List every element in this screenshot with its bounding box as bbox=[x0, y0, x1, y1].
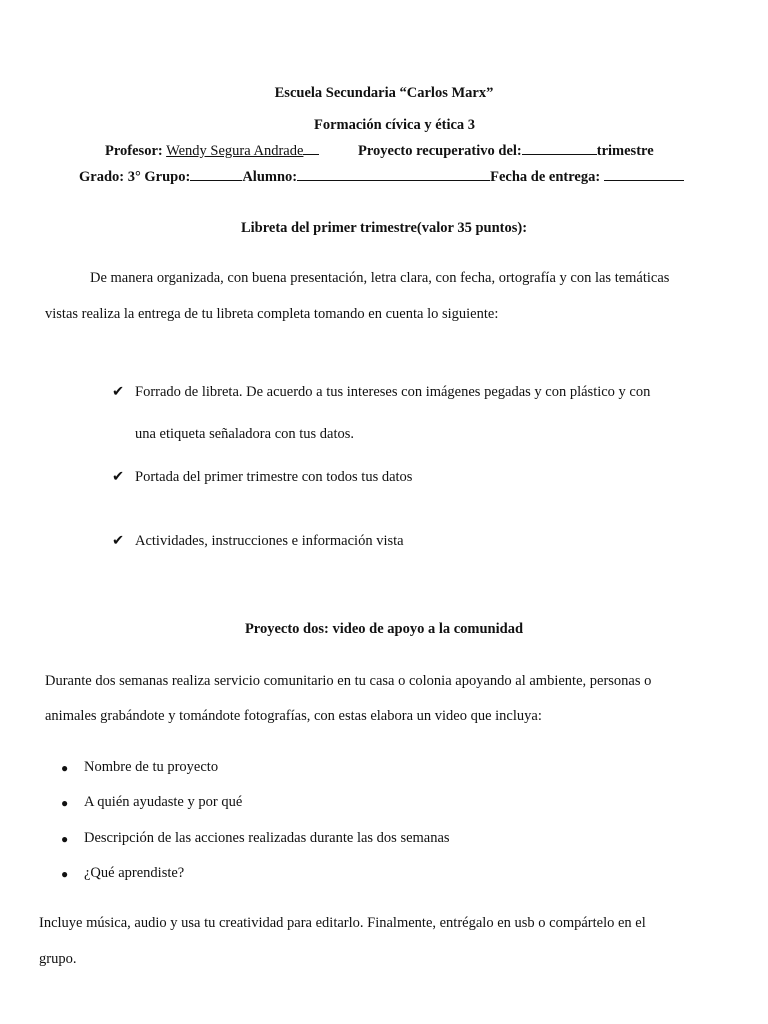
subject-title: Formación cívica y ética 3 bbox=[314, 117, 476, 133]
grado-line bbox=[79, 168, 684, 186]
section1-intro-line1: De manera organizada, con buena presentación, letra clara, con fecha, ortografía y con las temáticas bbox=[90, 270, 670, 286]
check-icon: ✔ bbox=[112, 469, 125, 485]
school-name: Escuela Secundaria “Carlos Marx” bbox=[274, 85, 494, 101]
section1-title: Libreta del primer trimestre(valor 35 puntos): bbox=[240, 220, 528, 236]
closing-line1: Incluye música, audio y usa tu creatividad para editarlo. Finalmente, entrégalo en usb o compártelo en el bbox=[39, 915, 646, 931]
section2-intro-line1: Durante dos semanas realiza servicio comunitario en tu casa o colonia apoyando al ambiente, personas o bbox=[45, 673, 652, 689]
list-item: Nombre de tu proyecto bbox=[84, 759, 219, 775]
proyecto-line bbox=[358, 142, 654, 160]
alumno-label: Alumno: bbox=[242, 169, 298, 185]
bullet-icon: ● bbox=[61, 867, 69, 881]
profesor-line bbox=[105, 142, 319, 160]
bullet-icon: ● bbox=[61, 761, 69, 775]
section2-title: Proyecto dos: video de apoyo a la comunidad bbox=[244, 621, 524, 637]
grupo-blank bbox=[190, 168, 242, 181]
closing-line2: grupo. bbox=[39, 951, 77, 967]
check-icon: ✔ bbox=[112, 384, 125, 400]
checklist-item-1-line1: Forrado de libreta. De acuerdo a tus intereses con imágenes pegadas y con plástico y con bbox=[135, 384, 651, 400]
trimestre-label: trimestre bbox=[596, 143, 654, 159]
trimestre-blank bbox=[522, 142, 597, 155]
list-item: A quién ayudaste y por qué bbox=[84, 794, 243, 810]
bullet-icon: ● bbox=[61, 832, 69, 846]
profesor-name: Wendy Segura Andrade bbox=[166, 143, 304, 159]
proyecto-label: Proyecto recuperativo del: bbox=[358, 143, 522, 159]
fecha-label: Fecha de entrega: bbox=[490, 169, 601, 185]
section2-intro-line2: animales grabándote y tomándote fotografías, con estas elabora un video que incluya: bbox=[45, 708, 542, 724]
bullet-icon: ● bbox=[61, 796, 69, 810]
check-icon: ✔ bbox=[112, 533, 125, 549]
list-item: ¿Qué aprendiste? bbox=[84, 865, 185, 881]
section1-intro-line2: vistas realiza la entrega de tu libreta completa tomando en cuenta lo siguiente: bbox=[45, 306, 499, 322]
profesor-label: Profesor: bbox=[105, 143, 163, 159]
grado-label: Grado: 3° Grupo: bbox=[79, 169, 191, 185]
checklist-item-1-line2: una etiqueta señaladora con tus datos. bbox=[135, 426, 355, 442]
fecha-blank bbox=[604, 168, 684, 181]
alumno-blank bbox=[297, 168, 490, 181]
profesor-blank bbox=[303, 142, 319, 155]
list-item: Descripción de las acciones realizadas durante las dos semanas bbox=[84, 830, 450, 846]
checklist-item-3: Actividades, instrucciones e información vista bbox=[135, 533, 404, 549]
checklist-item-2: Portada del primer trimestre con todos tus datos bbox=[135, 469, 413, 485]
